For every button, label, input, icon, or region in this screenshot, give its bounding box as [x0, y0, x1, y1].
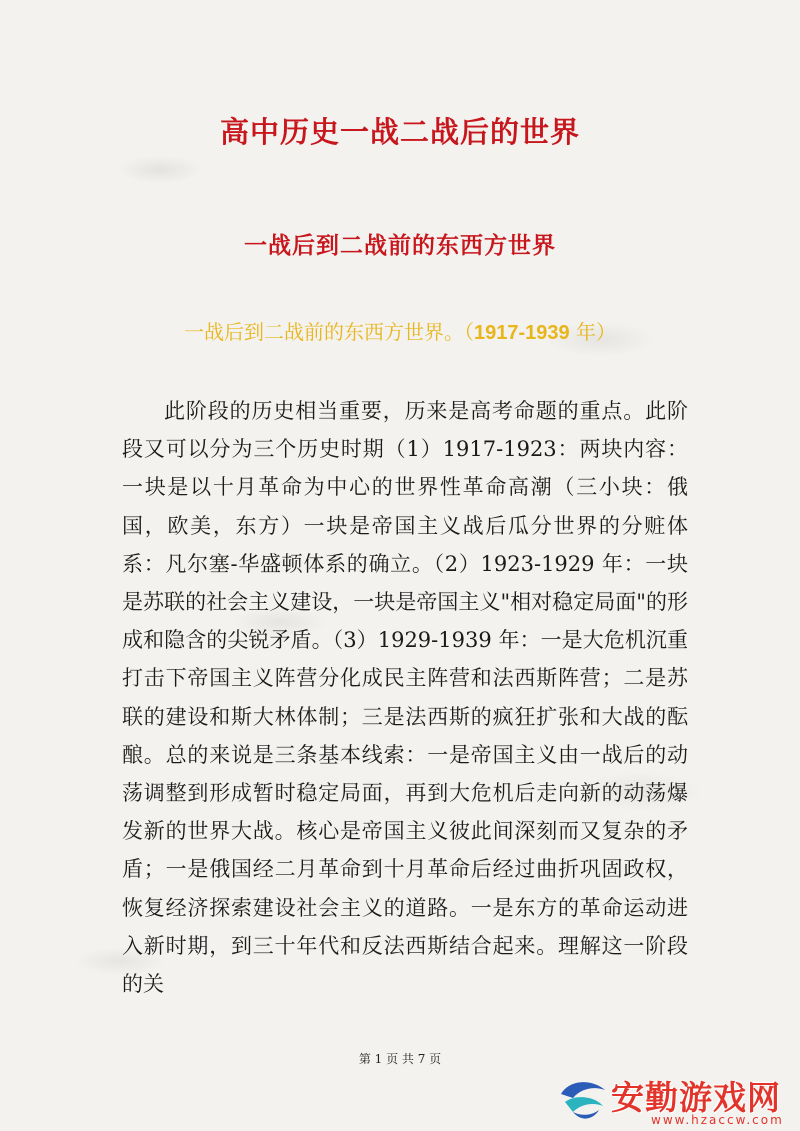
section-subtitle	[0, 316, 800, 345]
watermark-name: 安勤游戏网	[611, 1078, 781, 1117]
watermark-url: www.hzaccw.com	[651, 1113, 784, 1127]
document-title: 高中历史一战二战后的世界	[219, 115, 580, 149]
site-watermark-logo	[555, 1070, 795, 1128]
page-number: 第 1 页 共 7 页	[358, 1052, 442, 1066]
body-paragraph: 此阶段的历史相当重要，历来是高考命题的重点。此阶段又可以分为三个历史时期（1）1917-1923：两块内容：一块是以十月革命为中心的世界性革命高潮（三小块：俄国，欧美，东方）一块是帝国主义战后瓜分世界的分赃体系：凡尔塞-华盛顿体系的确立。（2）1923-1929 年：一块是苏联的社会主义建设，一块是帝国主义"相对稳定局面"的形成和隐含的尖锐矛盾。（3）1929-1939 年：一是大危机沉重打击下帝国主义阵营分化成民主阵营和法西斯阵营；二是苏联的建设和斯大林体制；三是法西斯的疯狂扩张和大战的酝酿。总的来说是三条基本线索：一是帝国主义由一战后的动荡调整到形成暂时稳定局面，再到大危机后走向新的动荡爆发新的世界大战。核心是帝国主义彼此间深刻而又复杂的矛盾；一是俄国经二月革命到十月革命后经过曲折巩固政权，恢复经济探索建设社会主义的道路。一是东方的革命运动进入新时期，到三十年代和反法西斯结合起来。理解这一阶段的关	[122, 399, 688, 997]
subtitle-years: 1917-1939	[473, 322, 570, 344]
bird-logo-icon	[555, 1072, 611, 1128]
subtitle-text: 一战后到二战前的东西方世界。（	[183, 320, 474, 344]
subtitle-end: 年）	[569, 320, 616, 344]
section-title: 一战后到二战前的东西方世界	[244, 233, 556, 259]
